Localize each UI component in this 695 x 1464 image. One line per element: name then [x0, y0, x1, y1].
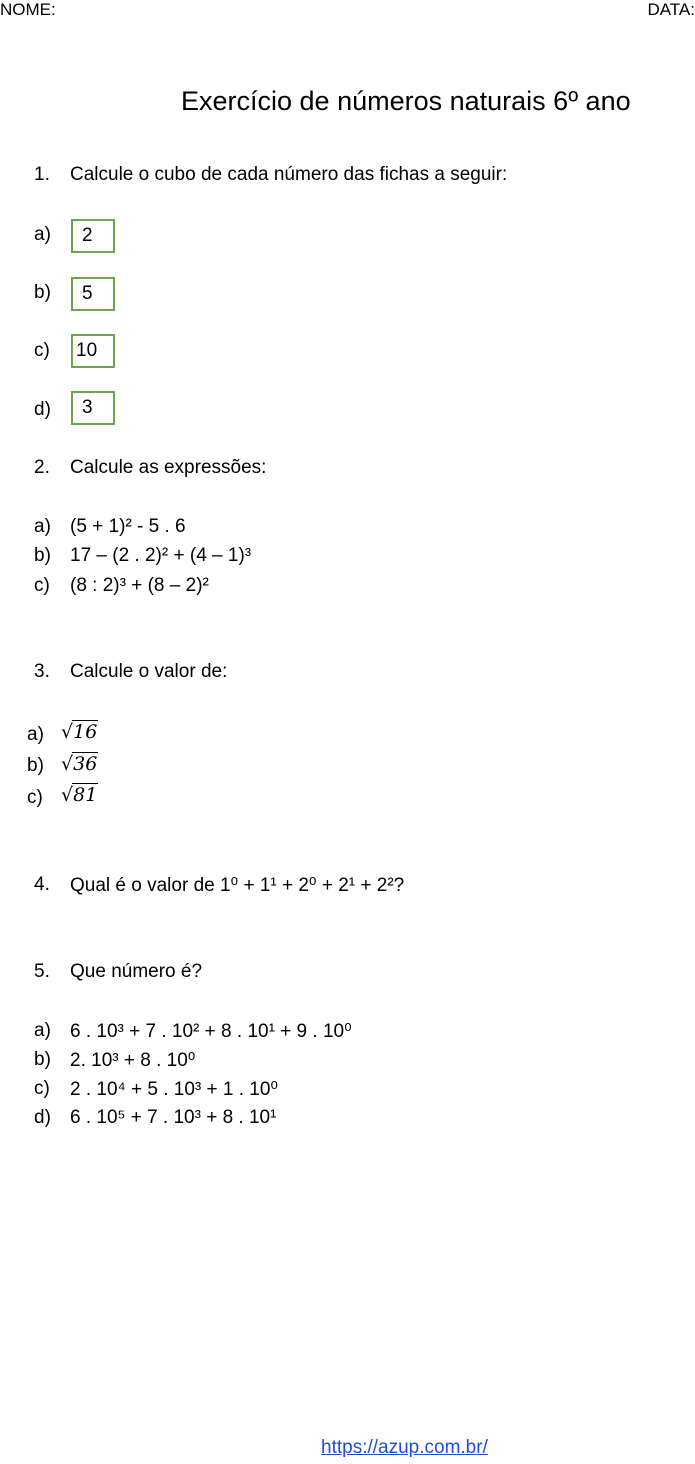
q1-item-b-label: b) — [34, 282, 51, 303]
q5-item-b-expr: 2. 10³ + 8 . 10⁰ — [70, 1050, 196, 1071]
page-title: Exercício de números naturais 6º ano — [181, 86, 631, 116]
footer-link[interactable]: https://azup.com.br/ — [321, 1437, 488, 1458]
q2-item-a-expr: (5 + 1)² - 5 . 6 — [70, 516, 186, 537]
q1-card-b-value: 5 — [82, 283, 93, 304]
q2-text: Calcule as expressões: — [70, 457, 267, 478]
q1-item-a-label: a) — [34, 224, 51, 245]
q5-item-d-label: d) — [34, 1107, 51, 1128]
q3-item-c-label: c) — [27, 787, 43, 808]
q5-item-a-label: a) — [34, 1020, 51, 1041]
q3-item-a-radicand: 16 — [73, 721, 98, 743]
q1-card-a — [71, 219, 115, 253]
q5-text: Que número é? — [70, 961, 203, 982]
date-label: DATA: — [647, 0, 695, 19]
q1-card-a-value: 2 — [82, 225, 93, 246]
q3-item-b-radicand: 36 — [73, 753, 98, 775]
q1-card-c-value: 10 — [76, 340, 98, 361]
q3-item-a-label: a) — [27, 724, 44, 745]
q1-card-b — [71, 277, 115, 311]
q3-item-b-radical — [61, 753, 98, 776]
q1-card-c — [71, 334, 115, 368]
q5-item-c-expr: 2 . 10⁴ + 5 . 10³ + 1 . 10⁰ — [70, 1079, 279, 1100]
q1-card-d-value: 3 — [82, 397, 93, 418]
q5-item-a-expr: 6 . 10³ + 7 . 10² + 8 . 10¹ + 9 . 10⁰ — [70, 1021, 352, 1042]
q2-item-b-expr: 17 – (2 . 2)² + (4 – 1)³ — [70, 545, 252, 566]
q1-card-d — [71, 391, 115, 425]
q1-item-c-label: c) — [34, 340, 50, 361]
name-label: NOME: — [0, 0, 56, 19]
square-root-icon: √ — [61, 721, 74, 743]
q2-item-c-label: c) — [34, 575, 50, 596]
q5-item-c-label: c) — [34, 1078, 50, 1099]
q1-number: 1. — [34, 164, 50, 185]
q3-item-b-label: b) — [27, 755, 44, 776]
q2-item-a-label: a) — [34, 516, 51, 537]
q4-text: Qual é o valor de 1⁰ + 1¹ + 2⁰ + 2¹ + 2²? — [70, 875, 405, 896]
q3-item-a-radical — [61, 721, 98, 744]
q3-item-c-radical — [61, 784, 98, 807]
q3-item-c-radicand: 81 — [73, 784, 98, 806]
q2-number: 2. — [34, 457, 50, 478]
square-root-icon: √ — [61, 784, 74, 806]
q5-item-b-label: b) — [34, 1049, 51, 1070]
q3-number: 3. — [34, 661, 50, 682]
square-root-icon: √ — [61, 753, 74, 775]
q5-item-d-expr: 6 . 10⁵ + 7 . 10³ + 8 . 10¹ — [70, 1107, 277, 1128]
q3-text: Calcule o valor de: — [70, 661, 228, 682]
q2-item-c-expr: (8 : 2)³ + (8 – 2)² — [70, 575, 209, 596]
q5-number: 5. — [34, 961, 50, 982]
q2-item-b-label: b) — [34, 545, 51, 566]
q1-item-d-label: d) — [34, 399, 51, 420]
q1-text: Calcule o cubo de cada número das fichas a seguir: — [70, 164, 508, 185]
q4-number: 4. — [34, 874, 50, 895]
